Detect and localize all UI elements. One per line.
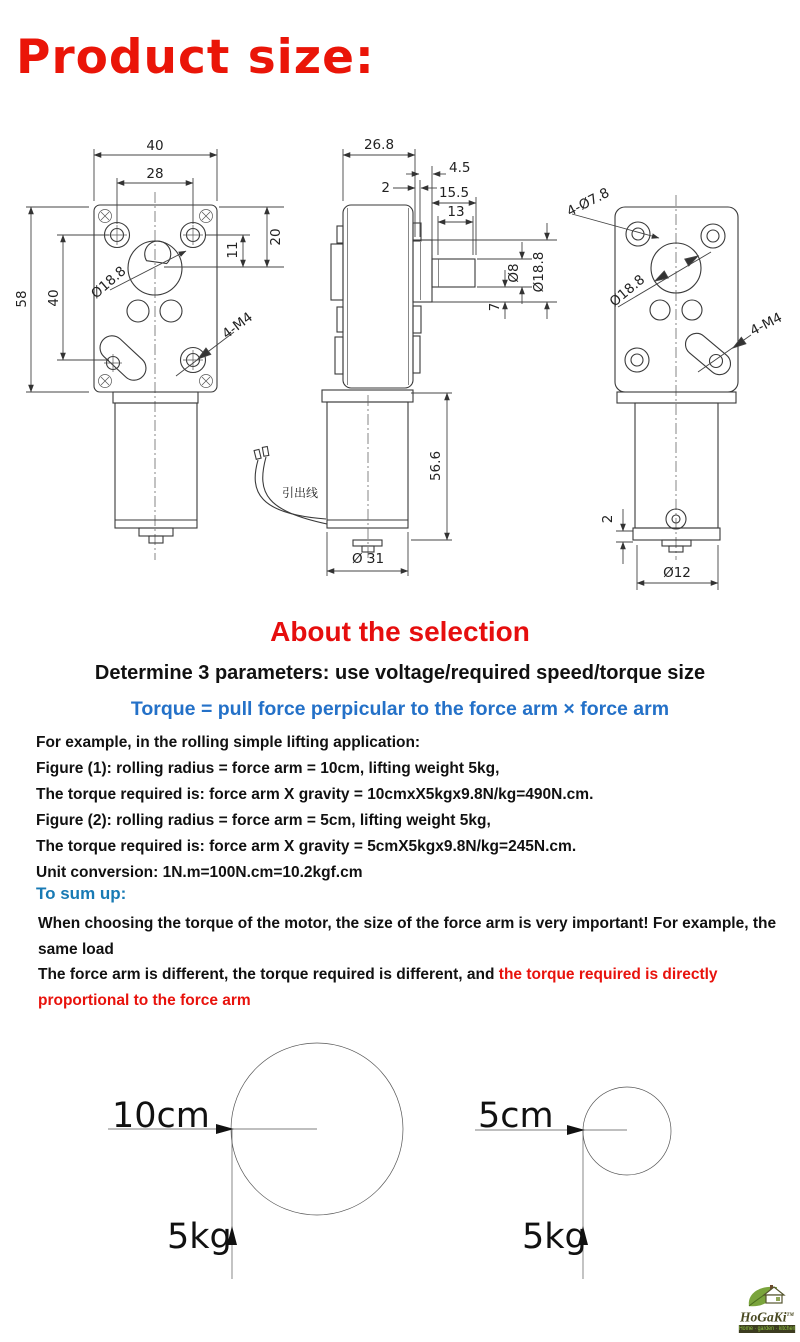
label-back-center-dia: Ø18.8: [606, 271, 649, 311]
side-dimensions: [327, 149, 557, 576]
label-shaft-flange-dia: Ø18.8: [88, 263, 130, 303]
sum-up-red-text: the torque required is directly proportional to the force arm: [38, 966, 718, 1009]
motor-body-side: [322, 390, 413, 566]
back-dimensions: [572, 214, 751, 590]
gear-hole-right: [160, 300, 182, 322]
force-arm-diagrams: [0, 1030, 800, 1285]
brand-logo: [735, 1283, 799, 1333]
leaf-house-icon: [746, 1283, 788, 1309]
dim-hole-pitch: 40: [46, 289, 62, 307]
dim-boss-len: 4.5: [449, 160, 471, 176]
logo-tagline: Home · garden · kitchen: [738, 1325, 796, 1332]
back-view: [564, 185, 785, 590]
dim-cap-step: 2: [600, 514, 616, 524]
side-view: [254, 137, 557, 576]
dim-height: 58: [14, 290, 30, 308]
slot-hole: [95, 331, 151, 385]
sum-up-paragraph-2: [38, 962, 786, 1014]
example-10cm: [108, 1043, 403, 1279]
dim-hole-to-shaft: 11: [225, 241, 241, 259]
label-back-holes: 4-Ø7.8: [564, 184, 613, 220]
back-gear-hole-left: [650, 300, 670, 320]
sum-up-paragraph-1: When choosing the torque of the motor, the size of the force arm is very important! For example, the same load: [38, 915, 777, 958]
dim-motor-dia: Ø 31: [351, 551, 385, 567]
selection-subheading: Determine 3 parameters: use voltage/required speed/torque size: [94, 662, 706, 684]
back-holes: [625, 222, 725, 372]
arrow-right-icon: [567, 1125, 585, 1135]
dim-shaft-flat: 13: [447, 204, 465, 220]
logo-name: HoGaKi™: [739, 1309, 794, 1325]
dim-shaft-dia: Ø8: [506, 263, 522, 283]
selection-body: [36, 730, 786, 886]
gear-hole-left: [127, 300, 149, 322]
selection-heading: About the selection: [270, 616, 530, 647]
dim-tail-dia: Ø12: [663, 565, 691, 581]
body-line: Unit conversion: 1N.m=100N.cm=10.2kgf.cm: [36, 864, 363, 881]
example-5cm: [475, 1087, 671, 1279]
dim-top-to-shaft: 20: [268, 228, 284, 246]
body-line: For example, in the rolling simple lifting application:: [36, 734, 421, 751]
label-weight-right: 5kg: [522, 1217, 587, 1257]
body-line: Figure (2): rolling radius = force arm = 5cm, lifting weight 5kg,: [36, 812, 491, 829]
dim-shaft-step: 7: [487, 302, 503, 312]
body-line: The torque required is: force arm X gravity = 5cmX5kgx9.8N/kg=245N.cm.: [36, 838, 577, 855]
body-line: The torque required is: force arm X gravity = 10cmxX5kgx9.8N/kg=490N.cm.: [36, 786, 594, 803]
dim-boss-dia: Ø18.8: [531, 251, 547, 293]
label-arm-10cm: 10cm: [112, 1096, 210, 1136]
page-title: Product size:: [16, 30, 375, 85]
label-screw-note: 4-M4: [219, 309, 256, 343]
front-view: [14, 138, 284, 560]
motor-body-front: [113, 392, 198, 543]
dim-motor-len: 56.6: [428, 450, 444, 482]
label-lead-wire: 引出线: [281, 486, 319, 500]
label-weight-left: 5kg: [167, 1217, 232, 1257]
dim-shaft-len: 15.5: [438, 185, 470, 201]
back-gear-hole-right: [682, 300, 702, 320]
dim-washer: 2: [381, 180, 390, 196]
output-boss: [413, 240, 432, 302]
side-tabs: [331, 223, 421, 374]
technical-drawing: [0, 130, 800, 610]
label-arm-5cm: 5cm: [478, 1096, 554, 1136]
dim-hole-spacing: 28: [146, 166, 164, 182]
sum-up-label: To sum up:: [36, 884, 127, 903]
body-line: Figure (1): rolling radius = force arm = 10cm, lifting weight 5kg,: [36, 760, 500, 777]
tm-mark: TM: [786, 1313, 794, 1318]
sum-up-black-text: The force arm is different, the torque required is different, and: [38, 966, 499, 983]
dim-depth: 26.8: [363, 137, 395, 153]
roller-circle-small: [583, 1087, 671, 1175]
back-slot-hole: [681, 329, 735, 379]
motor-body-back: [617, 392, 736, 552]
dim-width: 40: [146, 138, 164, 154]
label-back-screws: 4-M4: [747, 309, 785, 340]
gearbox-side: [343, 205, 413, 388]
selection-formula: Torque = pull force perpicular to the force arm × force arm: [130, 698, 670, 720]
